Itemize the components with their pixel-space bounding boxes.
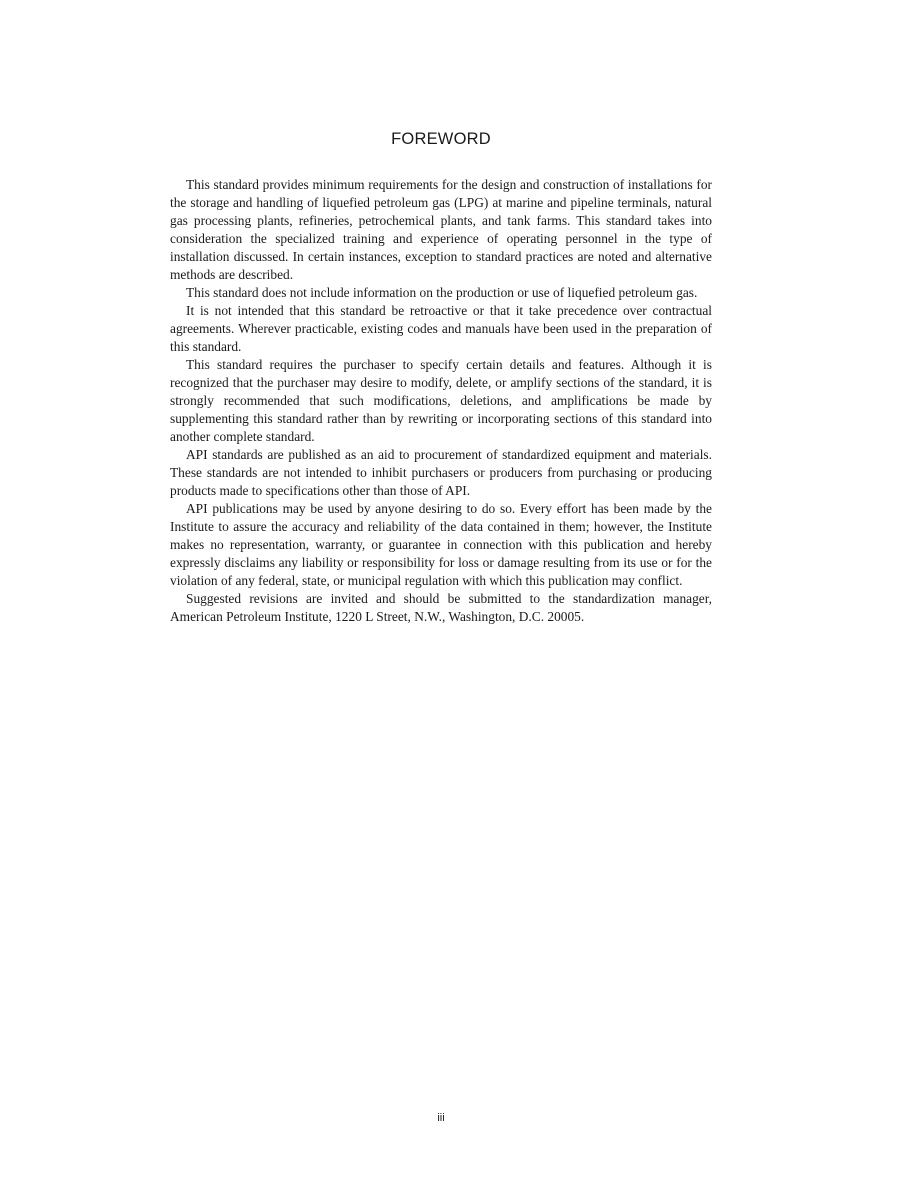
paragraph-purchaser-details: This standard requires the purchaser to specify certain details and features. Although it is recognized that the purchaser may desire to modify, delete, or amplify sections of the standard, it is strongly recommended that such modifications, deletions, and amplifications be made by supplementing this standard rather than by rewriting or incorporating sections of this standard into another complete standard.	[170, 357, 712, 444]
foreword-body	[170, 176, 712, 626]
paragraph-scope: This standard provides minimum requirements for the design and construction of installations for the storage and handling of liquefied petroleum gas (LPG) at marine and pipeline terminals, natural gas processing plants, refineries, petrochemical plants, and tank farms. This standard takes into consideration the specialized training and experience of operating personnel in the type of installation discussed. In certain instances, exception to standard practices are noted and alternative methods are described.	[170, 177, 712, 282]
page-number: iii	[437, 1112, 445, 1124]
paragraph-api-standards: API standards are published as an aid to procurement of standardized equipment and materials. These standards are not intended to inhibit purchasers or producers from purchasing or producing products made to specifications other than those of API.	[170, 447, 712, 498]
paragraph-disclaimer: API publications may be used by anyone desiring to do so. Every effort has been made by the Institute to assure the accuracy and reliability of the data contained in them; however, the Institute makes no representation, warranty, or guarantee in connection with this publication and hereby expressly disclaims any liability or responsibility for loss or damage resulting from its use or for the violation of any federal, state, or municipal regulation with which this publication may conflict.	[170, 501, 712, 588]
paragraph-retroactivity: It is not intended that this standard be retroactive or that it take precedence over contractual agreements. Wherever practicable, existing codes and manuals have been used in the preparation of this standard.	[170, 303, 712, 354]
paragraph-revisions: Suggested revisions are invited and should be submitted to the standardization manager, American Petroleum Institute, 1220 L Street, N.W., Washington, D.C. 20005.	[170, 591, 712, 624]
page-title: FOREWORD	[391, 130, 491, 148]
paragraph-exclusions: This standard does not include information on the production or use of liquefied petroleum gas.	[186, 285, 698, 300]
